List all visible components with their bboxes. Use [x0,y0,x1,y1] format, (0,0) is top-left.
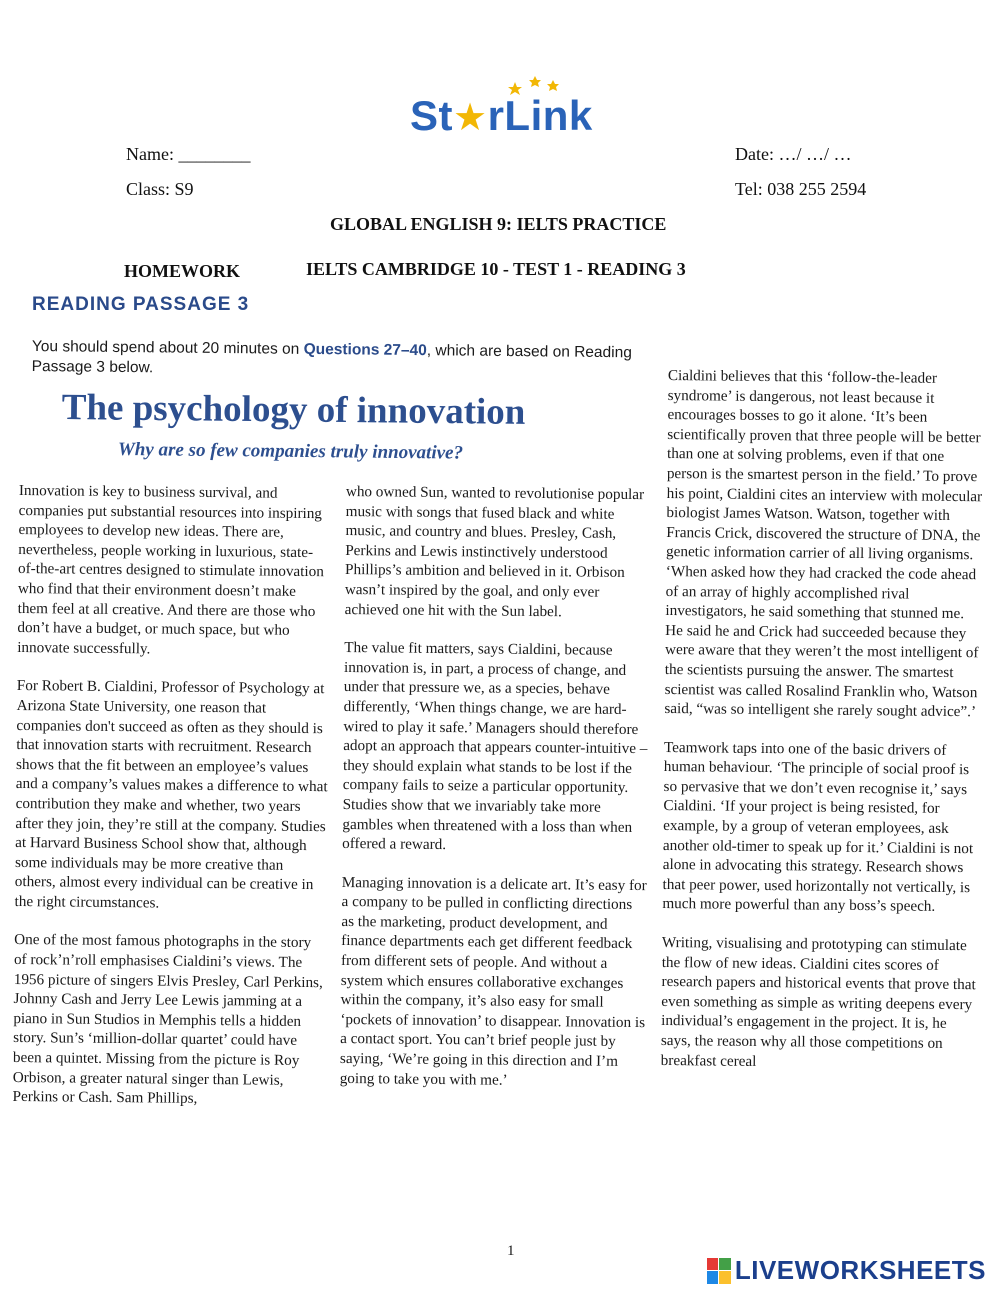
article-title: The psychology of innovation [61,386,526,433]
page-number: 1 [507,1243,515,1259]
tel-field: Tel: 038 255 2594 [735,179,867,199]
paragraph: One of the most famous photographs in the story of rock’n’roll emphasises Cialdini’s views. The 1956 picture of singers Elvis Presley, Carl Perkins, Johnny Cash and Jerry Lee Lewis jamming at a piano in Sun Studios in Memphis tells a hidden story. Sun’s ‘million-dollar quartet’ could have been a quintet. Missing from the picture is Roy Orbison, a greater natural singer than Lewis, Perkins or Cash. Sam Phillips, [12,931,323,1108]
logo-text [410,92,593,140]
class-field: Class: S9 [126,179,194,199]
starlink-logo [410,70,620,140]
liveworksheets-icon [707,1258,731,1284]
paragraph: Writing, visualising and prototyping can stimulate the flow of new ideas. Cialdini cites scores of research papers and historical events that prove that even something as simple as writing deepens every individual’s engagement in the project. It is, he says, the reason why all those competitions on breakfast cereal [660,934,976,1070]
paragraph: who owned Sun, wanted to revolutionise popular music with songs that fused black and white music, and country and blues. Presley, Cash, Perkins and Lewis instinctively understood Phillips’s ambition and believed in it. Orbison wasn’t inspired by the goal, and only ever achieved one hit with the Sun label. [344,482,645,620]
paragraph: The value fit matters, says Cialdini, because innovation is, in part, a process of change, and under that pressure we, as a species, behave differently, ‘When things change, we are hard-wired to play it safe.’ Managers should therefore adopt an approach that appears counter-intuitive – they should explain what stands to be lost if the company fails to seize a particular opportunity. Studies show that we invariably take more gambles when threatened with a loss than when offered a reward. [342,639,648,854]
article-subtitle: Why are so few companies truly innovative? [117,439,464,464]
instruction-text-start: You should spend about 20 minutes on [31,337,304,358]
paragraph: Managing innovation is a delicate art. It’s easy for a company to be pulled in conflicting directions as the marketing, product development, and finance departments each get different feedback from different sets of people. And without a system which ensures collaborative exchanges within the company, it’s also easy for small ‘pockets of innovation’ to disappear. Innovation is a contact sport. You can’t brief people just by saying, ‘We’re going in this direction and I’m going to take you with me.’ [339,873,647,1089]
paragraph: For Robert B. Cialdini, Professor of Psychology at Arizona State University, one reason that companies don't succeed as often as they should is that innovation starts with recruitment. Research shows that the fit between an employee’s values and a company’s values makes a difference to what contribution they make and whether, two years after they join, they’re still at the company. Studies at Harvard Business School show that, although some individuals may be more creative than others, almost every individual can be creative in the right circumstances. [14,677,328,912]
passage-heading: READING PASSAGE 3 [32,294,250,315]
name-field: Name: ________ [126,144,251,164]
article-column-3 [660,366,986,1092]
date-field: Date: …/ …/ … [735,144,852,164]
logo-text-part1: St [410,92,453,139]
paragraph: Innovation is key to business survival, and companies put substantial resources into inspiring employees to develop new ideas. There are, nevertheless, people working in luxurious, state-of-the-art centres designed to stimulate innovation who find that their environment doesn’t make them feel at all creative. And there are those who don’t have a budget, or much space, but who innovate successfully. [17,481,324,658]
homework-label: HOMEWORK [124,261,240,281]
liveworksheets-watermark [707,1255,986,1286]
logo-star-icon: ★ [453,97,488,139]
article-column-2 [339,482,652,1110]
liveworksheets-text: LIVEWORKSHEETS [734,1255,986,1285]
logo-text-part2: rLink [487,92,593,139]
paragraph: Teamwork taps into one of the basic drivers of human behaviour. ‘The principle of social proof is so pervasive that we don’t even recognise it,’ says Cialdini. ‘If your project is being resisted, for example, by a group of veteran employees, ask another old-timer to speak up for it.’ Cialdini is not alone in advocating this strategy. Research shows that peer power, used horizontally not vertically, is much more powerful than any boss’s speech. [662,738,974,916]
test-title: IELTS CAMBRIDGE 10 - TEST 1 - READING 3 [306,259,686,279]
passage-instruction [32,337,652,383]
instruction-text-end: , which are based on Reading Passage 3 below. [31,342,633,377]
article-column-1 [12,481,331,1129]
instruction-questions: Questions 27–40 [303,340,427,360]
paragraph: Cialdini believes that this ‘follow-the-leader syndrome’ is dangerous, not least because it encourages bosses to go it alone. ‘It’s been scientifically proven that three people will be better than one at solving problems, even if that one person is the smartest person in the field.’ To prove his point, Cialdini cites an interview with molecular biologist James Watson. Watson, together with Francis Crick, discovered the structure of DNA, the genetic information carrier of all living organisms. ‘When asked how they had cracked the code ahead of an array of highly accomplished rival investigators, he said something that stunned me. He said he and Crick had succeeded because they were aware that they weren’t the most intelligent of the scientists pursuing the answer. The smartest scientist was called Rosalind Franklin who, Watson said, “was so intelligent she rarely sought advice”.’ [664,366,983,721]
course-title: GLOBAL ENGLISH 9: IELTS PRACTICE [330,214,667,234]
